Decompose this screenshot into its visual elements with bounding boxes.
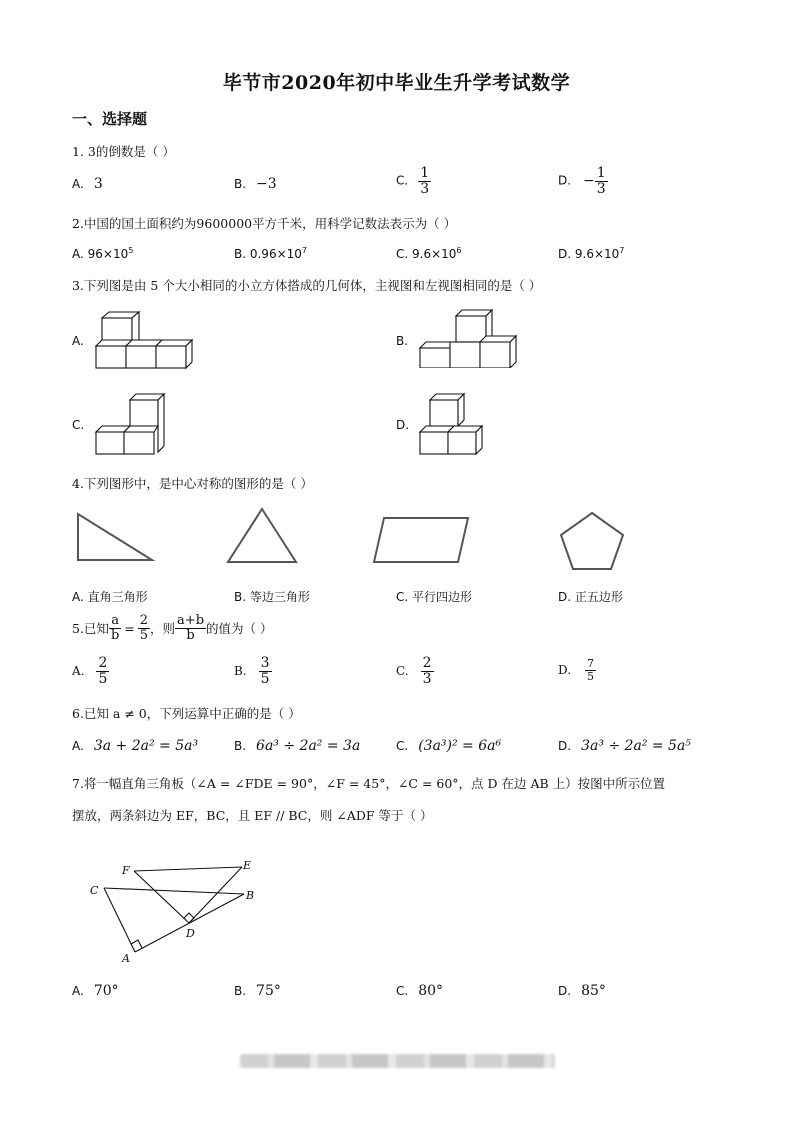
q6-option-c[interactable] <box>396 738 501 754</box>
q2-option-a[interactable] <box>72 246 133 261</box>
q4-option-b[interactable]: B. 等边三角形 <box>234 590 310 604</box>
q5-b-denominator: 5 <box>260 670 270 687</box>
q5-a-numerator: 2 <box>98 655 108 671</box>
q5-option-b-letter: B. <box>234 664 247 679</box>
label-point-d: D <box>186 927 195 940</box>
label-point-b: B <box>246 889 255 902</box>
q6-option-a-expr: 3a + 2a² = 5a³ <box>93 738 199 754</box>
q2-option-d-exponent: 7 <box>619 246 625 255</box>
q5-stem-middle: ，则 <box>150 621 176 637</box>
q1-option-b[interactable] <box>234 176 277 192</box>
q1-option-a-letter: A. <box>72 177 84 191</box>
q3-option-b[interactable]: B. <box>396 334 409 348</box>
q5-d-numerator: 7 <box>587 657 595 670</box>
q5-fraction-2-over-5 <box>138 614 150 642</box>
question-5-stem <box>72 614 273 642</box>
q2-option-d[interactable] <box>558 246 624 261</box>
q5-d-denominator: 5 <box>587 669 595 683</box>
q5-stem-prefix: 5.已知 <box>72 621 109 637</box>
q5-option-b-fraction <box>259 656 272 686</box>
q7-option-a[interactable] <box>72 983 119 999</box>
q7-option-d-letter: D. <box>558 984 572 998</box>
q3-figure-d <box>418 392 498 458</box>
label-point-e: E <box>243 859 252 872</box>
q5-f3-denominator: b <box>186 627 195 643</box>
q7-option-c[interactable] <box>396 983 443 999</box>
q1-d-sign: − <box>583 172 595 189</box>
q5-option-c[interactable] <box>396 656 434 686</box>
right-triangle-figure <box>76 512 156 564</box>
q1-option-d[interactable] <box>558 166 608 196</box>
q1-option-c[interactable] <box>396 166 431 196</box>
q5-f2-denominator: 5 <box>139 627 149 643</box>
q5-f3-numerator: a+b <box>177 613 205 628</box>
question-1-stem: 1. 3的倒数是（ ） <box>72 144 175 159</box>
q2-option-d-text: D. 9.6×10 <box>558 247 620 261</box>
section-heading: 一、选择题 <box>72 110 148 128</box>
q5-f1-denominator: b <box>110 627 120 643</box>
q3-option-c[interactable]: C. <box>72 418 85 432</box>
q6-option-b[interactable] <box>234 738 360 754</box>
q3-figure-a <box>94 310 194 370</box>
q5-option-a-letter: A. <box>72 664 85 679</box>
q1-d-denominator: 3 <box>596 180 606 197</box>
q7-option-d[interactable] <box>558 983 606 999</box>
q2-option-c-text: C. 9.6×10 <box>396 247 457 261</box>
q6-option-c-expr: (3a³)² = 6a⁶ <box>418 738 502 754</box>
q5-c-numerator: 2 <box>422 655 432 671</box>
q5-option-c-letter: C. <box>396 664 409 679</box>
q5-option-d[interactable] <box>558 658 596 682</box>
label-point-a: A <box>122 952 130 965</box>
regular-pentagon-figure <box>558 510 626 572</box>
q1-c-numerator: 1 <box>420 165 430 181</box>
q3-option-d[interactable]: D. <box>396 418 410 432</box>
q6-option-c-letter: C. <box>396 739 409 753</box>
q5-fraction-aplusb-over-b <box>175 614 206 642</box>
q1-option-c-fraction <box>418 166 431 196</box>
q1-c-denominator: 3 <box>420 180 430 197</box>
q1-option-d-fraction <box>595 166 608 196</box>
q2-option-c-exponent: 6 <box>456 246 462 255</box>
q1-option-c-letter: C. <box>396 173 409 188</box>
q3-figure-b <box>418 308 518 368</box>
q7-option-b-letter: B. <box>234 984 247 998</box>
q2-option-b-exponent: 7 <box>301 246 307 255</box>
question-7-stem-line-1: 7.将一幅直角三角板（∠A = ∠FDE = 90°，∠F = 45°，∠C = 60°，点 D 在边 AB 上）按图中所示位置 <box>72 776 666 791</box>
q6-option-a-letter: A. <box>72 739 84 753</box>
q5-option-a[interactable] <box>72 656 109 686</box>
q7-option-c-value: 80° <box>418 983 444 999</box>
q1-option-a[interactable] <box>72 176 103 192</box>
q5-f2-numerator: 2 <box>139 613 149 628</box>
q1-d-numerator: 1 <box>596 165 606 181</box>
q2-option-c[interactable] <box>396 246 462 261</box>
q7-option-c-letter: C. <box>396 984 409 998</box>
label-point-f: F <box>122 864 130 877</box>
q5-a-denominator: 5 <box>98 670 108 687</box>
q5-option-d-fraction <box>585 658 596 682</box>
question-6-stem: 6.已知 a ≠ 0，下列运算中正确的是（ ） <box>72 706 301 721</box>
q6-option-a[interactable] <box>72 738 198 754</box>
q5-fraction-a-over-b <box>109 614 121 642</box>
q5-equals: = <box>124 620 135 636</box>
q3-option-a[interactable]: A. <box>72 334 84 348</box>
question-4-stem: 4.下列图形中，是中心对称的图形的是（ ） <box>72 476 313 491</box>
blurred-watermark <box>240 1054 555 1068</box>
q2-option-a-exponent: 5 <box>128 246 134 255</box>
q7-option-a-letter: A. <box>72 984 84 998</box>
q7-option-b-value: 75° <box>256 983 281 999</box>
q4-option-d[interactable]: D. 正五边形 <box>558 590 623 604</box>
q3-figure-c <box>94 392 174 458</box>
q2-option-b-text: B. 0.96×10 <box>234 247 302 261</box>
q5-option-a-fraction <box>96 656 109 686</box>
question-3-stem: 3.下列图是由 5 个大小相同的小立方体搭成的几何体，主视图和左视图相同的是（ ） <box>72 278 542 293</box>
q1-option-b-value: −3 <box>256 176 277 192</box>
triangle-boards-figure <box>84 854 274 966</box>
q1-option-b-letter: B. <box>234 177 247 191</box>
q5-stem-suffix: 的值为（ ） <box>206 621 273 637</box>
label-point-c: C <box>90 884 99 897</box>
q4-option-a[interactable]: A. 直角三角形 <box>72 590 148 604</box>
q7-option-d-value: 85° <box>581 983 606 999</box>
q1-option-d-letter: D. <box>558 173 572 188</box>
question-7-stem-line-2: 摆放，两条斜边为 EF，BC，且 EF // BC，则 ∠ADF 等于（ ） <box>72 808 433 823</box>
q5-c-denominator: 3 <box>422 670 432 687</box>
q7-option-a-value: 70° <box>93 983 119 999</box>
question-2-stem: 2.中国的国土面积约为9600000平方千米，用科学记数法表示为（ ） <box>72 216 457 231</box>
q4-option-c[interactable]: C. 平行四边形 <box>396 590 473 604</box>
q1-option-a-value: 3 <box>93 176 103 192</box>
q6-option-d[interactable] <box>558 738 691 754</box>
q6-option-d-expr: 3a³ ÷ 2a² = 5a⁵ <box>581 738 691 754</box>
q2-option-b[interactable] <box>234 246 307 261</box>
q6-option-b-letter: B. <box>234 739 247 753</box>
q5-option-c-fraction <box>421 656 434 686</box>
q6-option-b-expr: 6a³ ÷ 2a² = 3a <box>256 738 361 754</box>
q7-option-b[interactable] <box>234 983 281 999</box>
parallelogram-figure <box>372 516 472 566</box>
page-title: 毕节市2020年初中毕业生升学考试数学 <box>222 72 571 94</box>
equilateral-triangle-figure <box>224 506 300 566</box>
q6-option-d-letter: D. <box>558 739 572 753</box>
q5-option-d-letter: D. <box>558 663 572 678</box>
q2-option-a-text: A. 96×10 <box>72 247 129 261</box>
q5-option-b[interactable] <box>234 656 272 686</box>
q5-f1-numerator: a <box>111 613 119 628</box>
q5-b-numerator: 3 <box>260 655 270 671</box>
